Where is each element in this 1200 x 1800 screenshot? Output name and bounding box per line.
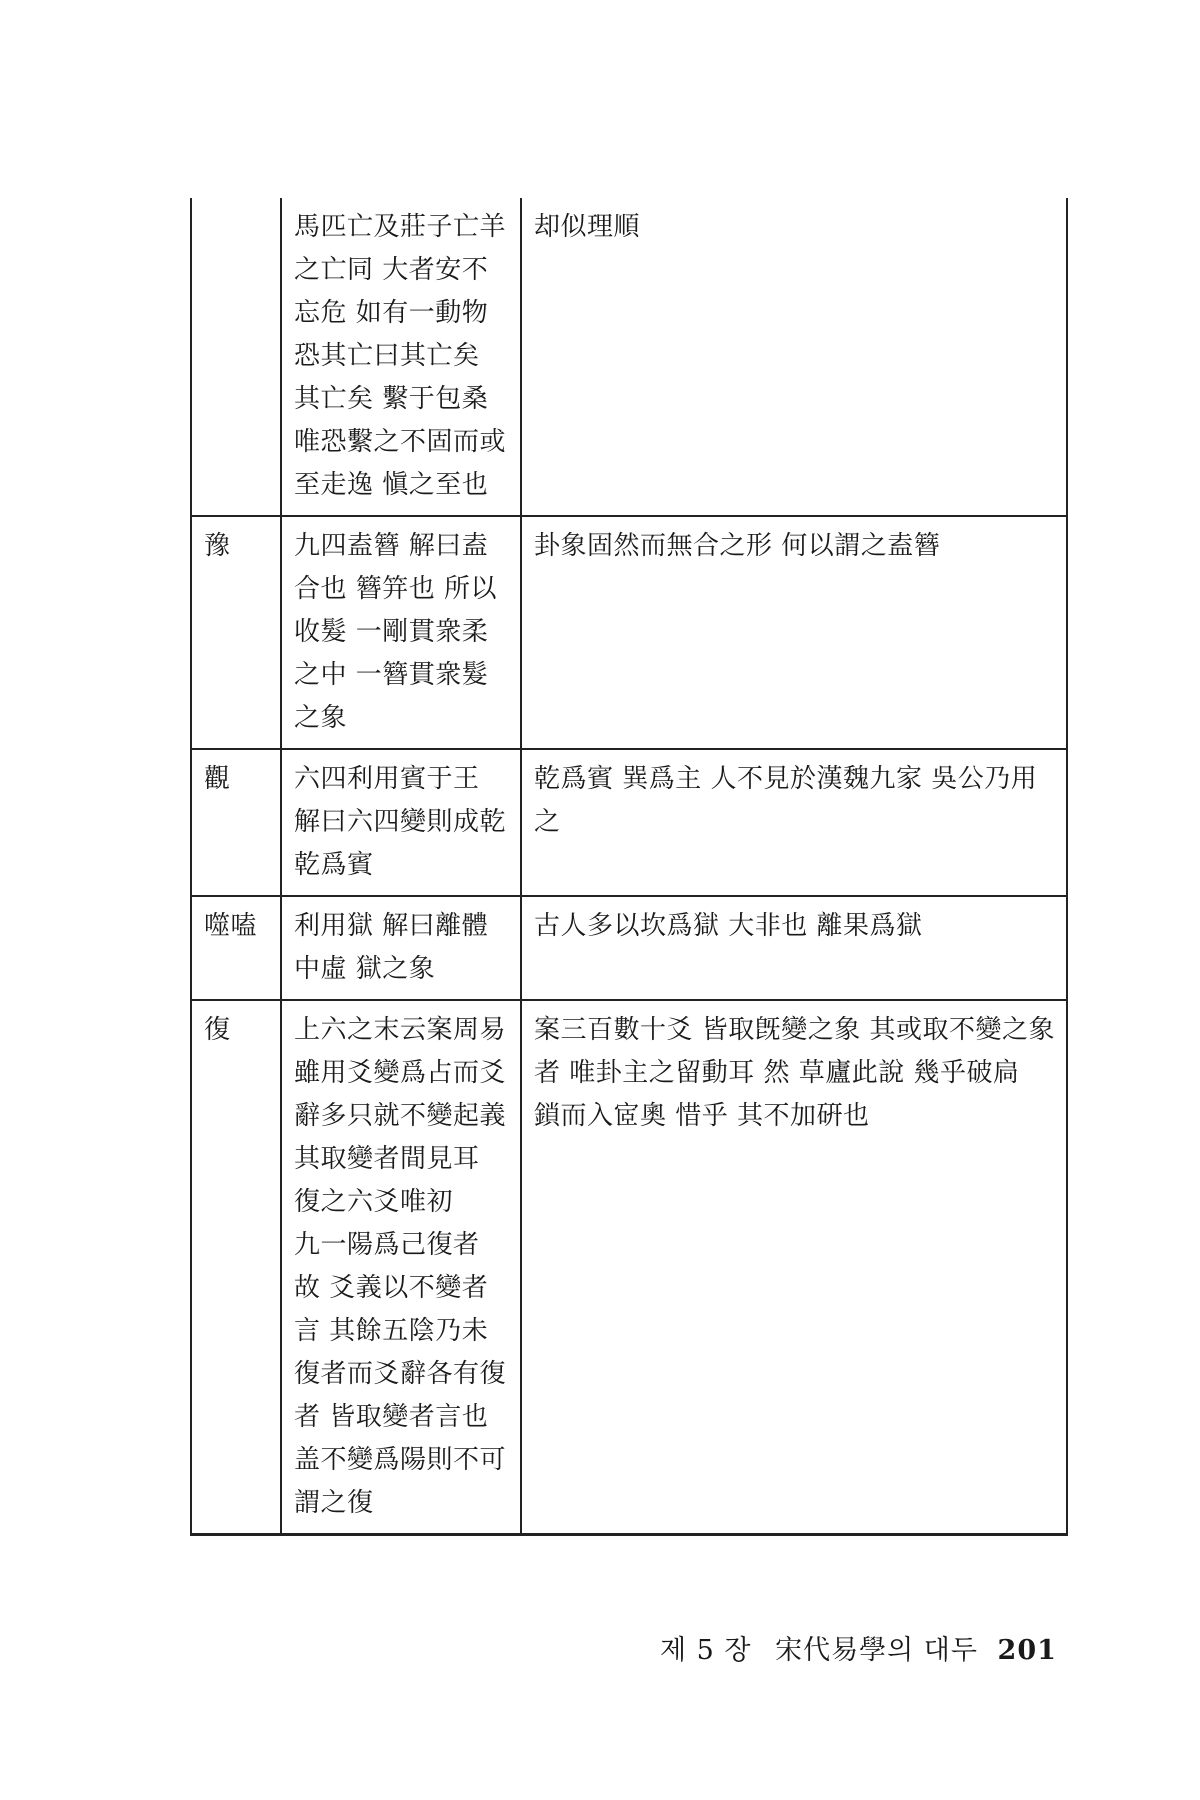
table-row xyxy=(191,896,1067,1000)
text-line: 之象 xyxy=(294,703,348,733)
text-line: 之亡同 大者安不 xyxy=(294,255,489,285)
text-line: 唯恐繫之不固而或 xyxy=(294,427,507,457)
text-line: 至走逸 愼之至也 xyxy=(294,470,489,500)
comment-cell xyxy=(521,516,1067,749)
text-line: 故 爻義以不變者 xyxy=(294,1273,489,1303)
text-line: 馬匹亡及莊子亡羊 xyxy=(294,212,507,242)
page-number: 201 xyxy=(997,1635,1057,1666)
text-line: 解曰六四變則成乾 xyxy=(294,807,507,837)
text-line: 者 皆取變者言也 xyxy=(294,1402,489,1432)
comment-line: 却似理順 xyxy=(534,212,641,242)
text-line: 辭多只就不變起義 xyxy=(294,1101,507,1131)
comment-line: 鎖而入宧奧 惜乎 其不加硏也 xyxy=(534,1101,870,1131)
chapter-label: 제 5 장 xyxy=(660,1635,752,1666)
hexagram-cell xyxy=(191,749,281,896)
page-footer xyxy=(660,1628,1080,1667)
text-line: 九一陽爲己復者 xyxy=(294,1230,480,1260)
text-line: 恐其亡曰其亡矣 xyxy=(294,341,480,371)
hexagram-name: 復 xyxy=(204,1015,231,1045)
text-line: 雖用爻變爲占而爻 xyxy=(294,1058,507,1088)
text-line: 中虛 獄之象 xyxy=(294,954,436,984)
comment-cell xyxy=(521,749,1067,896)
text-line: 盖不變爲陽則不可 xyxy=(294,1445,507,1475)
text-cell xyxy=(281,198,521,516)
text-line: 合也 簪笄也 所以 xyxy=(294,574,498,604)
table-row xyxy=(191,516,1067,749)
text-cell xyxy=(281,896,521,1000)
text-line: 六四利用賓于王 xyxy=(294,764,480,794)
text-line: 謂之復 xyxy=(294,1488,374,1518)
text-cell xyxy=(281,749,521,896)
hexagram-name: 豫 xyxy=(204,531,231,561)
commentary-table xyxy=(190,198,1068,1536)
text-line: 九四盍簪 解曰盍 xyxy=(294,531,489,561)
hexagram-name: 觀 xyxy=(204,764,231,794)
hexagram-cell xyxy=(191,896,281,1000)
text-line: 收髮 一剛貫衆柔 xyxy=(294,617,489,647)
text-line: 忘危 如有一動物 xyxy=(294,298,489,328)
hexagram-cell xyxy=(191,1000,281,1535)
text-line: 其亡矣 繫于包桑 xyxy=(294,384,489,414)
comment-line: 乾爲賓 巽爲主 人不見於漢魏九家 吳公乃用 xyxy=(534,764,1038,794)
text-line: 之中 一簪貫衆髮 xyxy=(294,660,489,690)
text-line: 復者而爻辭各有復 xyxy=(294,1359,507,1389)
hexagram-name: 噬嗑 xyxy=(204,911,258,941)
comment-line: 卦象固然而無合之形 何以謂之盍簪 xyxy=(534,531,941,561)
text-line: 復之六爻唯初 xyxy=(294,1187,454,1217)
table-row xyxy=(191,749,1067,896)
comment-cell xyxy=(521,198,1067,516)
text-line: 利用獄 解曰離體 xyxy=(294,911,489,941)
text-line: 言 其餘五陰乃未 xyxy=(294,1316,489,1346)
comment-line: 之 xyxy=(534,807,561,837)
hexagram-cell xyxy=(191,198,281,516)
chapter-title: 宋代易學의 대두 xyxy=(775,1635,978,1666)
text-line: 上六之末云案周易 xyxy=(294,1015,507,1045)
text-cell xyxy=(281,516,521,749)
text-line: 乾爲賓 xyxy=(294,850,374,880)
comment-line: 案三百數十爻 皆取旣變之象 其或取不變之象 xyxy=(534,1015,1056,1045)
comment-cell xyxy=(521,896,1067,1000)
text-cell xyxy=(281,1000,521,1535)
comment-line: 古人多以坎爲獄 大非也 離果爲獄 xyxy=(534,911,923,941)
comment-line: 者 唯卦主之留動耳 然 草廬此說 幾乎破扃 xyxy=(534,1058,1020,1088)
table-row xyxy=(191,198,1067,516)
table-row xyxy=(191,1000,1067,1535)
text-line: 其取變者間見耳 xyxy=(294,1144,480,1174)
comment-cell xyxy=(521,1000,1067,1535)
hexagram-cell xyxy=(191,516,281,749)
